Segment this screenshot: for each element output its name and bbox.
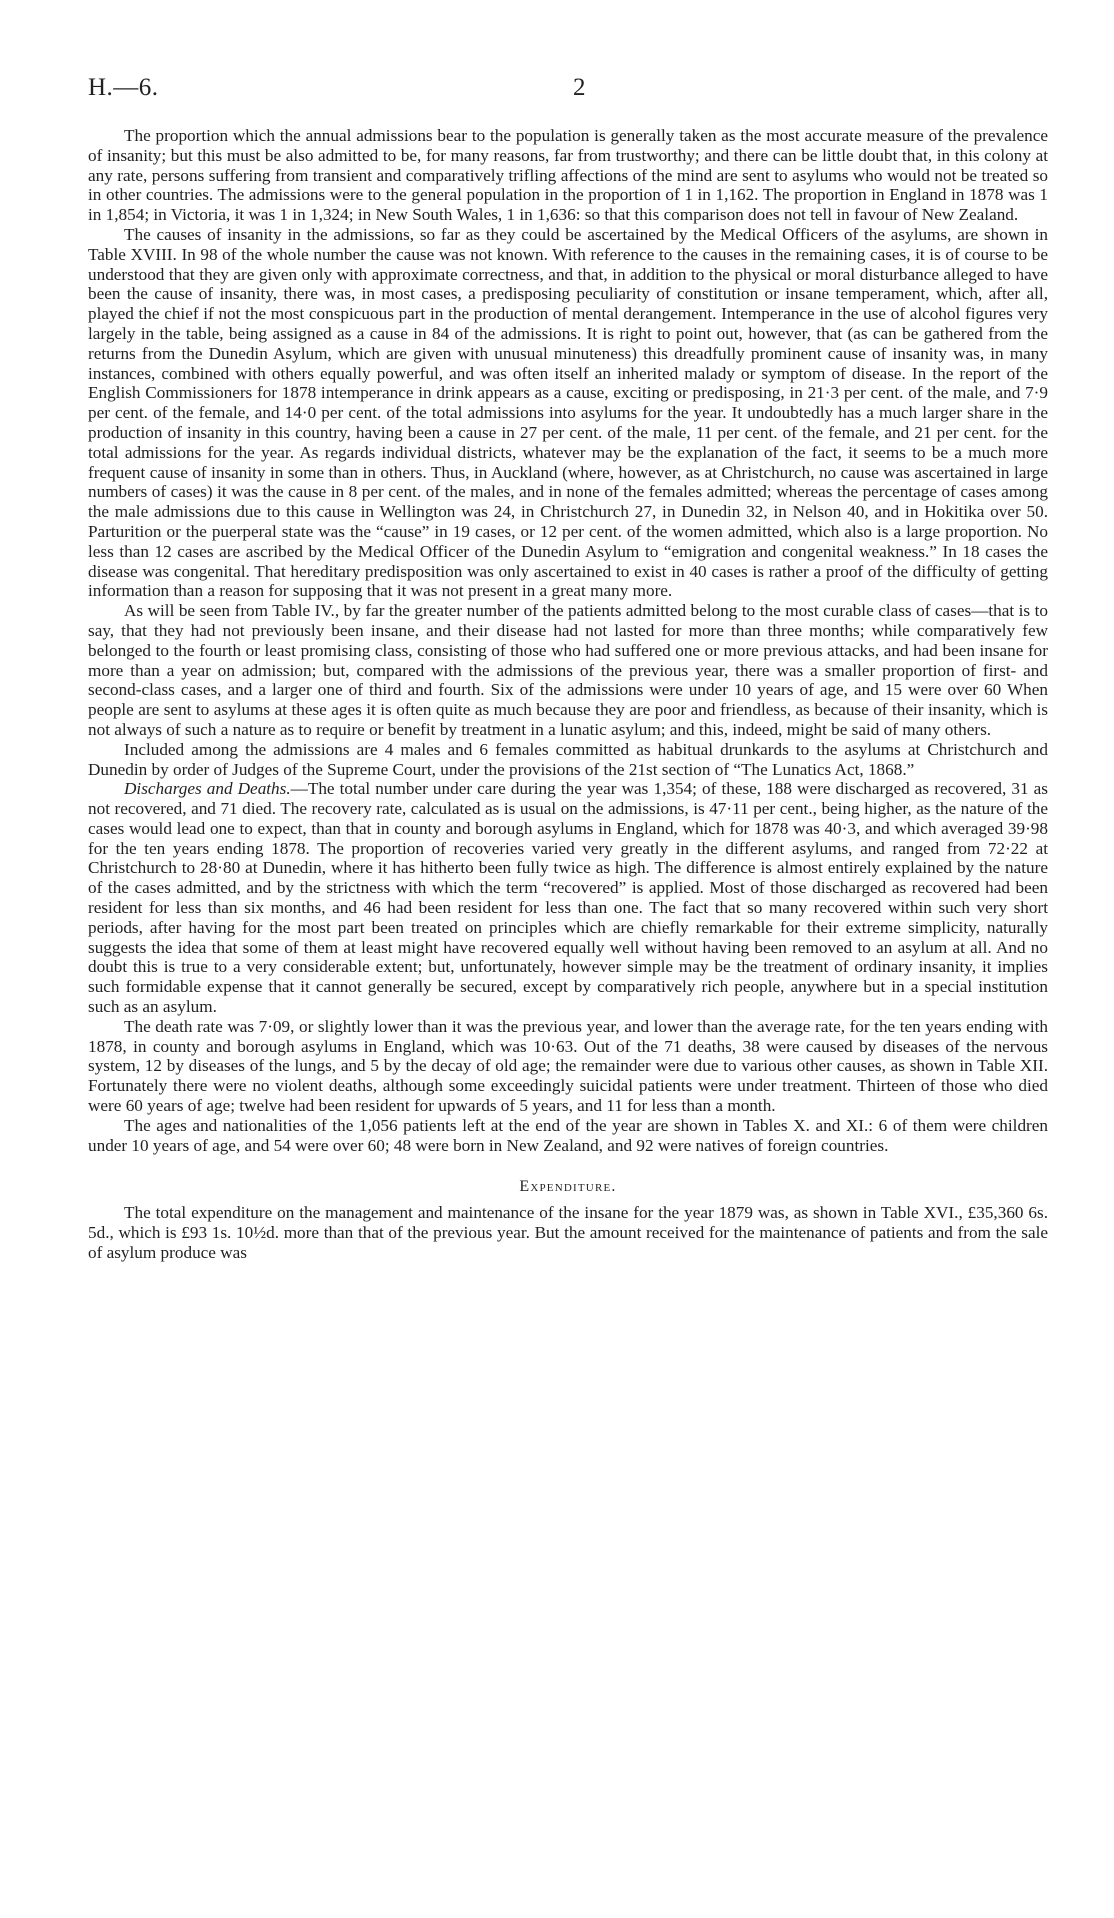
paragraph-admissions-proportion: The proportion which the annual admissions bear to the population is generally taken as the most accurate measure of the prevalence of insanity; but this must be also admitted to be, for many reasons, far from trustworthy; and there can be little doubt that, in this colony at any rate, persons suffering from transient and comparatively trifling affections of the mind are sent to asylums who would not be treated so in other countries. The admissions were to the general population in the proportion of 1 in 1,162. The proportion in England in 1878 was 1 in 1,854; in Victoria, it was 1 in 1,324; in New South Wales, 1 in 1,636: so that this comparison does not tell in favour of New Zealand. (88, 126, 1048, 225)
paragraph-habitual-drunkards: Included among the admissions are 4 males and 6 females committed as habitual drunkards to the asylums at Christchurch and Dunedin by order of Judges of the Supreme Court, under the provisions of the 21st section of “The Lunatics Act, 1868.” (88, 739, 1048, 779)
paragraph-causes-of-insanity: The causes of insanity in the admissions, so far as they could be ascertained by the Medical Officers of the asylums, are shown in Table XVIII. In 98 of the whole number the cause was not known. With reference to the causes in the remaining cases, it is of course to be understood that they are given only with approximate correctness, and that, in addition to the physical or moral disturbance alleged to have been the cause of insanity, there was, in most cases, a predisposing peculiarity of constitution or insane temperament, which, after all, played the chief if not the most conspicuous part in the production of mental derangement. Intemperance in the use of alcohol figures very largely in the table, being assigned as a cause in 84 of the admissions. It is right to point out, however, that (as can be gathered from the returns from the Dunedin Asylum, which are given with unusual minuteness) this dreadfully prominent cause of insanity was, in many instances, combined with others equally powerful, and was often itself an inherited malady or symptom of disease. In the report of the English Commissioners for 1878 intemperance in drink appears as a cause, exciting or predisposing, in 21·3 per cent. of the male, and 7·9 per cent. of the female, and 14·0 per cent. of the total admissions into asylums for the year. It undoubtedly has a much larger share in the production of insanity in this country, having been a cause in 27 per cent. of the male, 11 per cent. of the female, and 21 per cent. for the total admissions for the year. As regards individual districts, whatever may be the explanation of the fact, it seems to be a much more frequent cause of insanity in some than in others. Thus, in Auckland (where, however, as at Christchurch, no cause was ascertained in large numbers of cases) it was the cause in 8 per cent. of the males, and in none of the females admitted; whereas the percentage of cases among the male admissions due to this cause in Wellington was 24, in Christchurch 27, in Dunedin 32, in Nelson 40, and in Hokitika over 50. Parturition or the puerperal state was the “cause” in 19 cases, or 12 per cent. of the women admitted, which also is a large proportion. No less than 12 cases are ascribed by the Medical Officer of the Dunedin Asylum to “emigration and congenital weakness.” In 18 cases the disease was congenital. That hereditary predisposition was only ascertained to exist in 40 cases is rather a proof of the difficulty of getting information than a reason for supposing that it was not present in a great many more. (88, 224, 1048, 601)
paragraph-discharges-deaths (88, 779, 1048, 1017)
paragraph-curable-class: As will be seen from Table IV., by far the greater number of the patients admitted belong to the most curable class of cases—that is to say, that they had not previously been insane, and their disease had not lasted for more than three months; while comparatively few belonged to the fourth or least promising class, consisting of those who had suffered one or more previous attacks, and had been insane for more than a year on admission; but, compared with the admissions of the previous year, there was a smaller proportion of first- and second-class cases, and a larger one of third and fourth. Six of the admissions were under 10 years of age, and 15 were over 60 When people are sent to asylums at these ages it is often quite as much because they are poor and friendless, as because of their insanity, which is not always of such a nature as to require or benefit by treatment in a lunatic asylum; and this, indeed, might be said of many others. (88, 601, 1048, 739)
side-heading-discharges-deaths: Discharges and Deaths. (124, 779, 291, 799)
section-heading-expenditure: Expenditure. (519, 1178, 617, 1196)
page-header (88, 74, 1054, 108)
paragraph-discharges-deaths-text: —The total number under care during the year was 1,354; of these, 188 were discharged as recovered, 31 as not recovered, and 71 died. The recovery rate, calculated as is usual on the admissions, is 47·11 per cent., being higher, as the nature of the cases would lead one to expect, than that in county and borough asylums in England, which for 1878 was 40·3, and which averaged 39·98 for the ten years ending 1878. The proportion of recoveries varied very greatly in the different asylums, and ranged from 72·22 at Christchurch to 28·80 at Dunedin, where it has hitherto been fully twice as high. The difference is almost entirely explained by the nature of the cases admitted, and by the strictness with which the term “recovered” is applied. Most of those discharged as recovered had been resident for less than six months, and 46 had been resident for less than one. The fact that so many recovered within such very short periods, after having for the most part been treated on principles which are chiefly remarkable for their extreme simplicity, naturally suggests the idea that some of them at least might have recovered equally well without having been removed to an asylum at all. And no doubt this is true to a very considerable extent; but, unfortunately, however simple may be the treatment of ordinary insanity, it implies such formidable expense that it cannot generally be secured, except by comparatively rich people, anywhere but in a special institution such as an asylum. (88, 779, 1048, 1017)
body-text (88, 126, 1048, 1263)
paragraph-death-rate: The death rate was 7·09, or slightly lower than it was the previous year, and lower than the average rate, for the ten years ending with 1878, in county and borough asylums in England, which was 10·63. Out of the 71 deaths, 38 were caused by diseases of the nervous system, 12 by diseases of the lungs, and 5 by the decay of old age; the remainder were due to various other causes, as shown in Table XII. Fortunately there were no violent deaths, although some exceedingly suicidal patients were under treatment. Thirteen of those who died were 60 years of age; twelve had been resident for upwards of 5 years, and 11 for less than a month. (88, 1016, 1048, 1116)
document-reference: H.—6. (88, 74, 159, 101)
paragraph-expenditure: The total expenditure on the management and maintenance of the insane for the year 1879 was, as shown in Table XVI., £35,360 6s. 5d., which is £93 1s. 10½d. more than that of the previous year. But the amount received for the maintenance of patients and from the sale of asylum produce was (88, 1203, 1048, 1263)
page-number: 2 (573, 74, 586, 101)
paragraph-ages-nationalities: The ages and nationalities of the 1,056 patients left at the end of the year are shown in Tables X. and XI.: 6 of them were children under 10 years of age, and 54 were over 60; 48 were born in New Zealand, and 92 were natives of foreign countries. (88, 1115, 1048, 1155)
